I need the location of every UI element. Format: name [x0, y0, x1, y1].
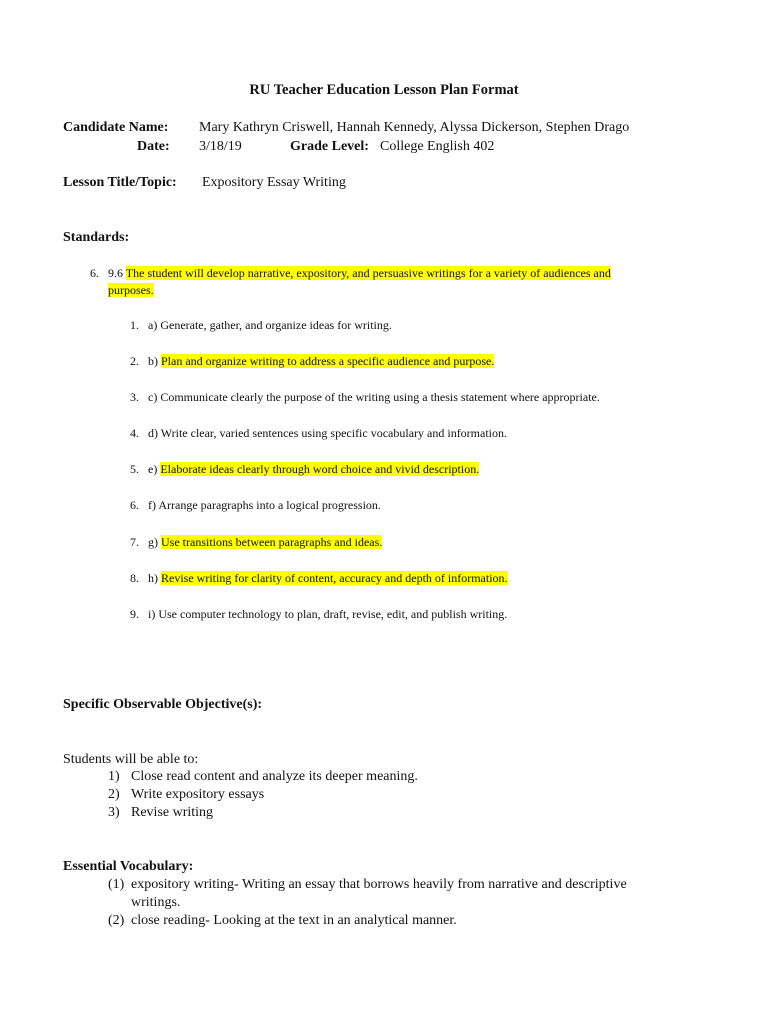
list-item-number: 3) [108, 805, 120, 820]
list-item-text: expository writing- Writing an essay that borrows heavily from narrative and descriptive [131, 877, 627, 892]
list-item-number: 1. [130, 318, 139, 332]
list-item-number: 1) [108, 769, 120, 784]
list-item-number: 7. [130, 535, 139, 549]
list-item-number: 2) [108, 787, 120, 802]
standard-main-number: 6. [90, 266, 99, 280]
list-item-prefix: b) [148, 354, 161, 368]
list-item-prefix: h) [148, 571, 161, 585]
list-item-number: 6. [130, 498, 139, 512]
list-item-text: Elaborate ideas clearly through word choice and vivid description. [160, 462, 480, 476]
list-item [130, 390, 600, 405]
list-item-number: (2) [108, 913, 125, 928]
standard-main-code: 9.6 [108, 266, 123, 280]
list-item [130, 426, 507, 441]
list-item [130, 607, 507, 622]
list-item [130, 571, 508, 586]
list-item [130, 462, 479, 477]
list-item-text: c) Communicate clearly the purpose of the writing using a thesis statement where appropriate. [148, 390, 600, 404]
candidate-label: Candidate Name: [63, 120, 169, 135]
document-title: RU Teacher Education Lesson Plan Format [249, 82, 519, 98]
list-item-text: Close read content and analyze its deeper meaning. [131, 769, 418, 784]
standard-main-text-line2: purposes. [108, 283, 154, 297]
list-item [130, 498, 381, 513]
list-item-prefix: e) [148, 462, 161, 476]
objectives-heading: Specific Observable Objective(s): [63, 697, 263, 712]
list-item-number: 2. [130, 354, 139, 368]
list-item-number: 3. [130, 390, 139, 404]
list-item-text: Revise writing for clarity of content, accuracy and depth of information. [161, 571, 508, 585]
grade-value: College English 402 [380, 139, 495, 154]
list-item-text: f) Arrange paragraphs into a logical progression. [148, 498, 381, 512]
list-item-number: 4. [130, 426, 139, 440]
list-item-text: close reading- Looking at the text in an analytical manner. [131, 913, 457, 928]
vocabulary-heading: Essential Vocabulary: [63, 859, 194, 874]
list-item-text: d) Write clear, varied sentences using specific vocabulary and information. [148, 426, 508, 440]
objectives-intro: Students will be able to: [63, 752, 199, 767]
date-value: 3/18/19 [199, 139, 242, 154]
candidate-value: Mary Kathryn Criswell, Hannah Kennedy, Alyssa Dickerson, Stephen Drago [199, 120, 630, 135]
list-item-text: Write expository essays [131, 787, 265, 802]
standard-main-line1 [108, 266, 611, 281]
list-item-text: Use transitions between paragraphs and ideas. [161, 535, 383, 549]
list-item-text: Plan and organize writing to address a specific audience and purpose. [161, 354, 495, 368]
lesson-label: Lesson Title/Topic: [63, 175, 177, 190]
list-item-text: i) Use computer technology to plan, draft, revise, edit, and publish writing. [148, 607, 508, 621]
list-item-text: Revise writing [131, 805, 214, 820]
lesson-value: Expository Essay Writing [202, 175, 346, 190]
date-label: Date: [137, 139, 170, 154]
standard-main-text-line1: The student will develop narrative, expository, and persuasive writings for a variety of audiences and [125, 266, 611, 280]
standard-main-line2 [108, 283, 154, 298]
list-item-number: 8. [130, 571, 139, 585]
standards-heading: Standards: [63, 230, 130, 245]
list-item-number: (1) [108, 877, 125, 892]
list-item-prefix: g) [148, 535, 161, 549]
list-item-number: 5. [130, 462, 139, 476]
grade-label: Grade Level: [290, 139, 369, 154]
list-item-number: 9. [130, 607, 139, 621]
list-item-text-continued: writings. [131, 895, 181, 910]
list-item [130, 535, 382, 550]
list-item [130, 354, 494, 369]
list-item-text: a) Generate, gather, and organize ideas for writing. [148, 318, 392, 332]
list-item [130, 318, 392, 333]
